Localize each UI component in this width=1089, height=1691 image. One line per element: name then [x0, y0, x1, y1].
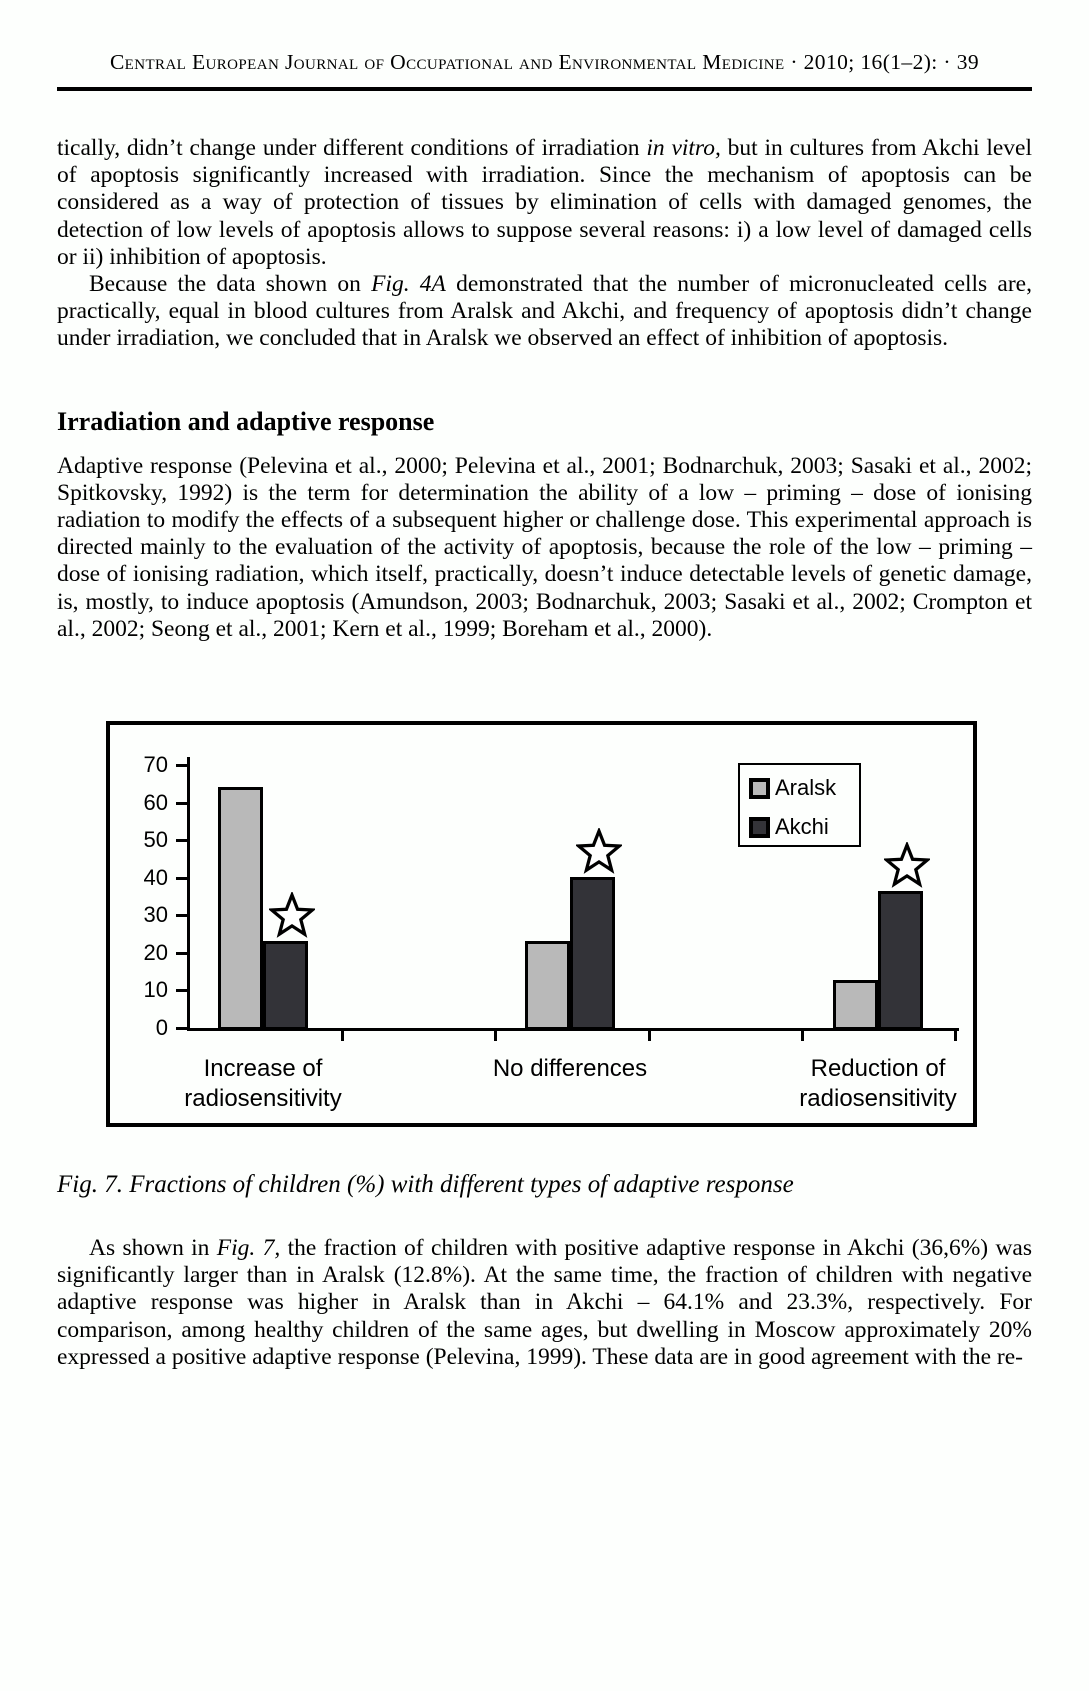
- y-axis-tick-label: 10: [143, 977, 168, 1003]
- chart-area: [110, 725, 973, 1123]
- paragraph-3: Adaptive response (Pelevina et al., 2000; Pelevina et al., 2001; Bodnarchuk, 2003; Sasaki et al., 2002; Spitkovsky, 1992) is the term for determination the ability of a low – priming – dose of ionising radiation to modify the effects of a subsequent higher or challenge dose. This experimental approach is directed mainly to the evaluation of the activity of apoptosis, because the role of the low – priming – dose of ionising radiation, which itself, practically, doesn’t induce detectable levels of genetic damage, is, mostly, to induce apoptosis (Amundson, 2003; Bodnarchuk, 2003; Sasaki et al., 2002; Crompton et al., 2002; Seong et al., 2001; Kern et al., 1999; Boreham et al., 2000).: [57, 452, 1032, 642]
- bar-akchi-3: [878, 891, 923, 1031]
- category-label-2: No differences: [492, 1055, 648, 1083]
- x-axis-tick: [954, 1028, 957, 1041]
- x-axis-tick: [494, 1028, 497, 1041]
- legend-item-aralsk: [749, 775, 836, 801]
- y-axis-tick: [176, 839, 190, 842]
- y-axis-tick-label: 60: [143, 789, 168, 815]
- paragraph-continued: [57, 135, 1032, 271]
- significance-star-icon: [269, 892, 315, 938]
- y-axis-tick-label: 70: [143, 752, 168, 778]
- category-label-1: Increase of radiosensitivity: [184, 1055, 342, 1113]
- text-segment: but in cultures from Akchi level of apoptosis significantly increased with irradiation. Since the mechanism of apoptosis can be considered as a way of protection of tissues by elimination of cells with damaged genomes, the detection of low levels of apoptosis allows to suppose several reasons: i) a low level of damaged cells or ii) inhibition of apoptosis.: [57, 135, 1032, 270]
- x-axis-tick: [648, 1028, 651, 1041]
- legend-swatch-aralsk: [749, 778, 770, 799]
- y-axis-tick: [176, 764, 190, 767]
- y-axis-tick: [176, 989, 190, 992]
- category-label-3: Reduction of radiosensitivity: [799, 1055, 957, 1113]
- header-rule: [57, 87, 1032, 91]
- y-axis-tick: [176, 914, 190, 917]
- y-axis-tick-label: 0: [155, 1015, 168, 1041]
- legend-swatch-akchi: [749, 817, 770, 838]
- legend-label: Akchi: [775, 814, 829, 840]
- legend-item-akchi: [749, 814, 829, 840]
- y-axis-tick: [176, 877, 190, 880]
- bar-akchi-1: [263, 941, 308, 1031]
- y-axis-tick-label: 30: [143, 902, 168, 928]
- y-axis-tick: [176, 952, 190, 955]
- paragraph-4: [57, 1235, 1032, 1371]
- y-axis-tick: [176, 1027, 190, 1030]
- bar-akchi-2: [570, 877, 615, 1030]
- y-axis-tick-label: 40: [143, 864, 168, 890]
- bar-aralsk-1: [218, 787, 263, 1030]
- section-heading: Irradiation and adaptive response: [57, 406, 435, 436]
- journal-header: Central European Journal of Occupational and Environmental Medicine · 2010; 16(1–2): · 39: [109, 50, 980, 74]
- y-axis-tick-label: 20: [143, 939, 168, 965]
- significance-star-icon: [884, 842, 930, 888]
- y-axis-tick: [176, 802, 190, 805]
- x-axis-tick: [341, 1028, 344, 1041]
- text-segment: the fraction of children with positive adaptive response in Akchi (36,6%) was significantly larger than in Aralsk (12.8%). At the same time, the fraction of children with negative adaptive response was higher in Aralsk than in Akchi – 64.1% and 23.3%, respectively. For comparison, among healthy children of the same ages, but dwelling in Moscow approximately 20% expressed a positive adaptive response (Pelevina, 1999). These data are in good agreement with the re-: [57, 1235, 1033, 1370]
- text-segment-italic: Fig. 4A: [371, 271, 446, 298]
- figure-caption: Fig. 7. Fractions of children (%) with different types of adaptive response: [57, 1171, 794, 1199]
- significance-star-icon: [576, 828, 622, 874]
- legend-label: Aralsk: [775, 775, 837, 801]
- text-segment-italic: in vitro,: [646, 135, 721, 161]
- paragraph-2: [57, 271, 1032, 353]
- text-segment: As shown in: [89, 1235, 217, 1262]
- y-axis-tick-label: 50: [143, 827, 168, 853]
- text-segment: Because the data shown on: [89, 271, 372, 298]
- chart-legend: [738, 763, 861, 847]
- text-segment: demonstrated that the number of micronucleated cells are, practically, equal in blood cultures from Aralsk and Akchi, and frequency of apoptosis didn’t change under irradiation, we concluded that in Aralsk we observed an effect of inhibition of apoptosis.: [57, 271, 1032, 352]
- x-axis-tick: [801, 1028, 804, 1041]
- text-segment-italic: Fig. 7,: [216, 1235, 281, 1262]
- figure-chart: [106, 721, 977, 1127]
- bar-aralsk-2: [525, 941, 570, 1030]
- text-segment: tically, didn’t change under different conditions of irradiation: [57, 135, 647, 161]
- bar-aralsk-3: [833, 980, 878, 1030]
